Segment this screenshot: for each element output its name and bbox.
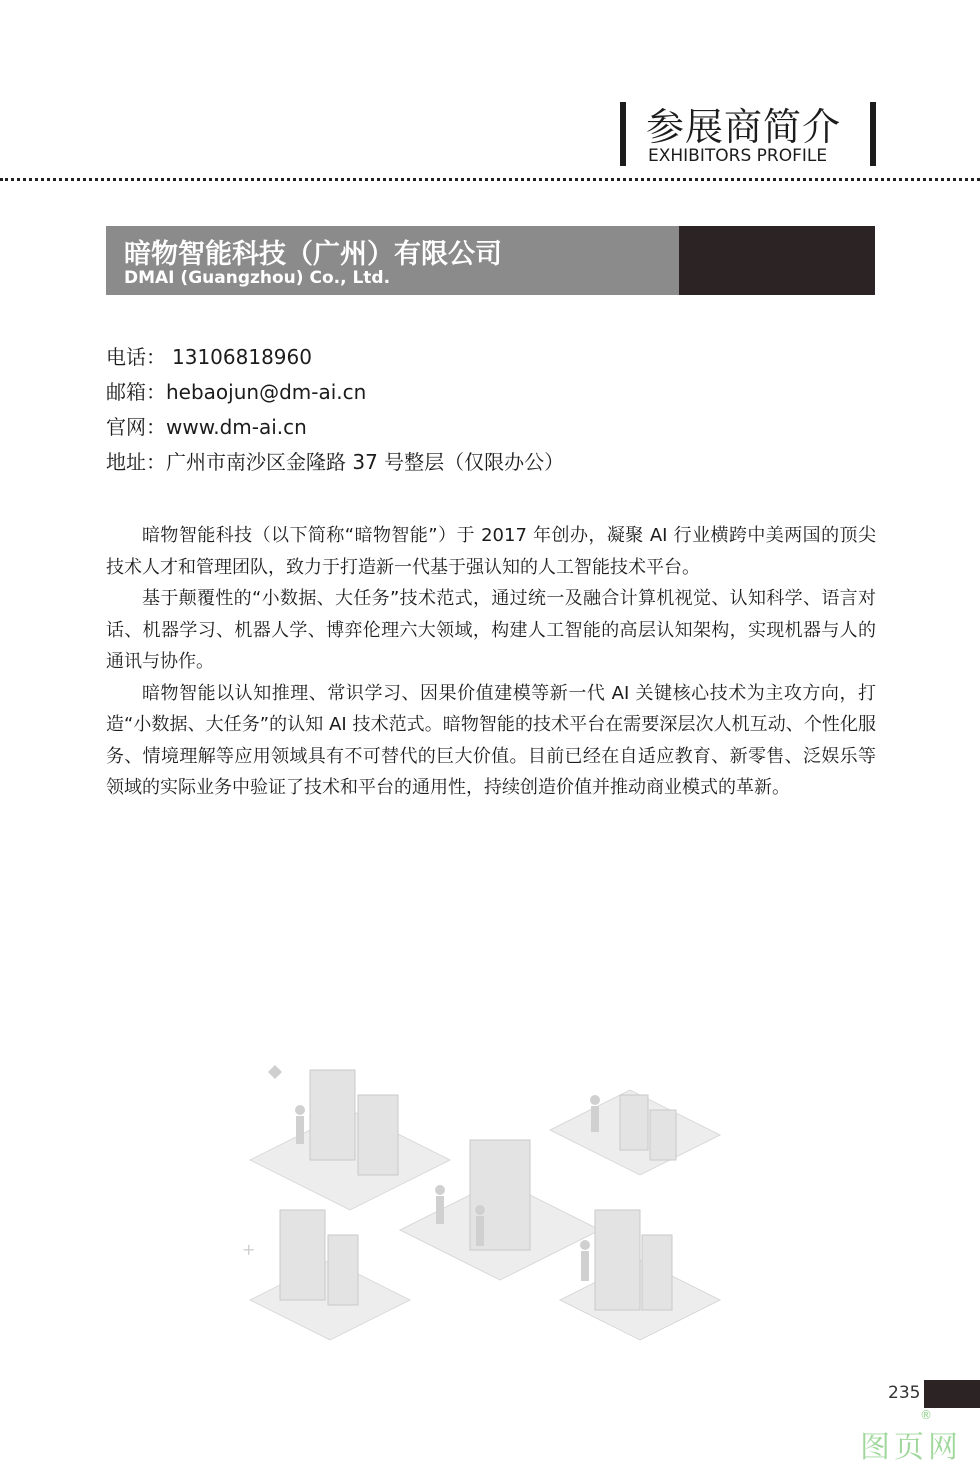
vending-machine-4	[328, 1235, 358, 1305]
company-name-en: DMAI (Guangzhou) Co., Ltd.	[124, 268, 391, 288]
address-value: 广州市南沙区金隆路 37 号整层（仅限办公）	[166, 450, 565, 474]
contact-website	[106, 410, 564, 445]
page-number: 235	[888, 1383, 921, 1403]
plus-icon: +	[242, 1240, 256, 1259]
person-icon	[580, 1240, 590, 1250]
kiosk-2	[650, 1110, 676, 1160]
vending-machines-illustration	[230, 1050, 750, 1370]
company-banner-grey	[106, 226, 679, 295]
address-label: 地址：	[106, 450, 166, 474]
email-label: 邮箱：	[106, 380, 166, 404]
watermark: 图页网	[860, 1430, 962, 1465]
vending-machine-1	[310, 1070, 355, 1160]
description-paragraph: 基于颠覆性的“小数据、大任务”技术范式，通过统一及融合计算机视觉、认知科学、语言对话、机器学习、机器人学、博弈伦理六大领域，构建人工智能的高层认知架构，实现机器与人的通讯与协作。	[106, 588, 876, 672]
description-paragraph: 暗物智能科技（以下简称“暗物智能”）于 2017 年创办，凝聚 AI 行业横跨中美两国的顶尖技术人才和管理团队，致力于打造新一代基于强认知的人工智能技术平台。	[106, 525, 876, 578]
vending-machine-5	[595, 1210, 640, 1310]
section-title-en: EXHIBITORS PROFILE	[648, 146, 828, 166]
header-bar-right	[870, 102, 876, 166]
person-icon	[581, 1251, 589, 1281]
contact-info	[106, 340, 564, 480]
section-title-cn: 参展商简介	[646, 105, 842, 149]
company-name-cn: 暗物智能科技（广州）有限公司	[124, 239, 502, 270]
email-value: hebaojun@dm-ai.cn	[166, 380, 367, 404]
person-icon	[436, 1196, 444, 1224]
person-icon	[476, 1216, 484, 1246]
page-header	[0, 0, 980, 190]
contact-phone	[106, 340, 564, 375]
vending-machine-2	[358, 1095, 398, 1175]
vending-machine-6	[642, 1235, 672, 1310]
description-paragraph: 暗物智能以认知推理、常识学习、因果价值建模等新一代 AI 关键核心技术为主攻方向，打造“小数据、大任务”的认知 AI 技术范式。暗物智能的技术平台在需要深层次人机互动、个性化服务、情境理解等应用领域具有不可替代的巨大价值。目前已经在自适应教育、新零售、泛娱乐等领域的实际业务中验证了技术和平台的通用性，持续创造价值并推动商业模式的革新。	[106, 682, 876, 798]
person-icon	[295, 1105, 305, 1115]
diamond-icon	[268, 1065, 282, 1079]
company-banner-dark	[679, 226, 875, 295]
person-icon	[435, 1185, 445, 1195]
contact-email	[106, 375, 564, 410]
website-value: www.dm-ai.cn	[166, 415, 307, 439]
phone-value: 13106818960	[172, 345, 312, 369]
website-label: 官网：	[106, 415, 166, 439]
vending-machine-3	[280, 1210, 325, 1300]
phone-label: 电话：	[106, 345, 166, 369]
person-icon	[590, 1095, 600, 1105]
person-icon	[475, 1205, 485, 1215]
header-bar-left	[620, 102, 626, 166]
watermark-registered-mark: ®	[920, 1408, 932, 1422]
page-tab	[924, 1380, 980, 1408]
dotted-divider	[0, 178, 980, 181]
kiosk-1	[620, 1095, 648, 1150]
person-icon	[591, 1106, 599, 1132]
person-icon	[296, 1116, 304, 1144]
company-description	[106, 520, 876, 804]
contact-address	[106, 445, 564, 480]
company-banner	[106, 226, 875, 295]
